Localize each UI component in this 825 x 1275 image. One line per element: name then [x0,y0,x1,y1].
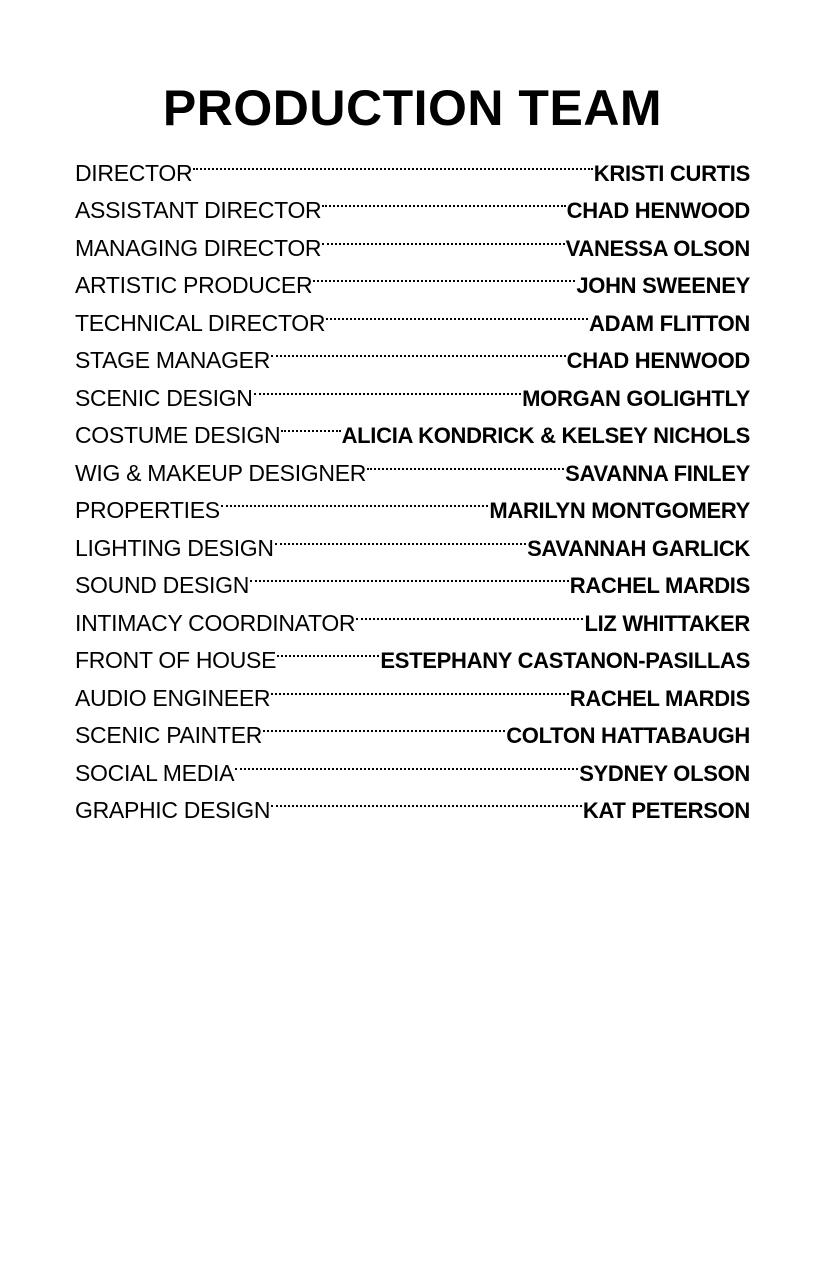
credit-role: SOCIAL MEDIA [75,759,235,781]
credit-name: LIZ WHITTAKER [584,610,750,631]
credit-role: SOUND DESIGN [75,572,250,593]
credit-name: KRISTI CURTIS [593,160,750,181]
credit-role: WIG & MAKEUP DESIGNER [75,459,367,481]
credit-name: MARILYN MONTGOMERY [489,498,750,518]
credit-role: INTIMACY COORDINATOR [75,609,356,631]
dot-leader [321,181,566,219]
credit-row [75,293,750,331]
credit-row [75,443,750,481]
dot-leader [270,668,570,706]
credit-name: RACHEL MARDIS [569,685,750,706]
credit-row [75,181,750,219]
credit-role: ASSISTANT DIRECTOR [75,197,322,218]
credit-name: CHAD HENWOOD [566,198,750,218]
dot-leader [274,518,527,556]
credit-row [75,218,750,256]
credit-role: GRAPHIC DESIGN [75,797,271,818]
credit-row [75,556,750,594]
dot-leader [366,443,565,481]
credit-row [75,593,750,631]
dot-leader [192,143,593,181]
credit-name: CHAD HENWOOD [566,348,750,368]
credit-name: VANESSA OLSON [565,235,750,256]
credit-row [75,668,750,706]
dot-leader [355,593,584,631]
dot-leader [325,293,589,331]
credit-row [75,781,750,819]
credit-role: COSTUME DESIGN [75,422,281,443]
dot-leader [312,256,576,294]
credit-row [75,406,750,444]
credit-role: TECHNICAL DIRECTOR [75,309,326,331]
credit-role: MANAGING DIRECTOR [75,234,322,256]
credit-name: SAVANNAH GARLICK [527,535,750,556]
dot-leader [262,706,506,744]
credits-list [75,143,750,818]
credit-role: STAGE MANAGER [75,347,271,368]
dot-leader [220,481,490,519]
credit-name: ADAM FLITTON [589,310,750,331]
credit-role: PROPERTIES [75,497,220,518]
credit-row [75,256,750,294]
credit-role: SCENIC PAINTER [75,722,263,743]
credit-row [75,331,750,369]
credit-name: MORGAN GOLIGHTLY [522,385,750,406]
credit-role: ARTISTIC PRODUCER [75,272,313,293]
credit-name: JOHN SWEENEY [576,273,750,293]
dot-leader [234,743,579,781]
dot-leader [270,781,583,819]
page-title: PRODUCTION TEAM [162,80,663,136]
credit-role: SCENIC DESIGN [75,384,253,406]
credit-row [75,706,750,744]
credit-name: SYDNEY OLSON [579,760,750,781]
credit-row [75,743,750,781]
credit-name: KAT PETERSON [582,798,750,818]
dot-leader [280,406,341,444]
dot-leader [276,631,380,669]
credit-row [75,518,750,556]
dot-leader [253,368,523,406]
credit-role: AUDIO ENGINEER [75,684,271,706]
credit-row [75,368,750,406]
dot-leader [321,218,565,256]
credit-name: SAVANNA FINLEY [565,460,750,481]
dot-leader [270,331,567,369]
credit-name: ALICIA KONDRICK & KELSEY NICHOLS [341,423,750,443]
credit-role: LIGHTING DESIGN [75,534,274,556]
credit-role: FRONT OF HOUSE [75,647,277,668]
credit-name: RACHEL MARDIS [569,573,750,593]
credit-name: ESTEPHANY CASTANON-PASILLAS [380,648,750,668]
credit-row [75,143,750,181]
credit-row [75,631,750,669]
dot-leader [249,556,570,594]
credit-role: DIRECTOR [75,159,193,181]
credit-row [75,481,750,519]
credit-name: COLTON HATTABAUGH [506,723,750,743]
